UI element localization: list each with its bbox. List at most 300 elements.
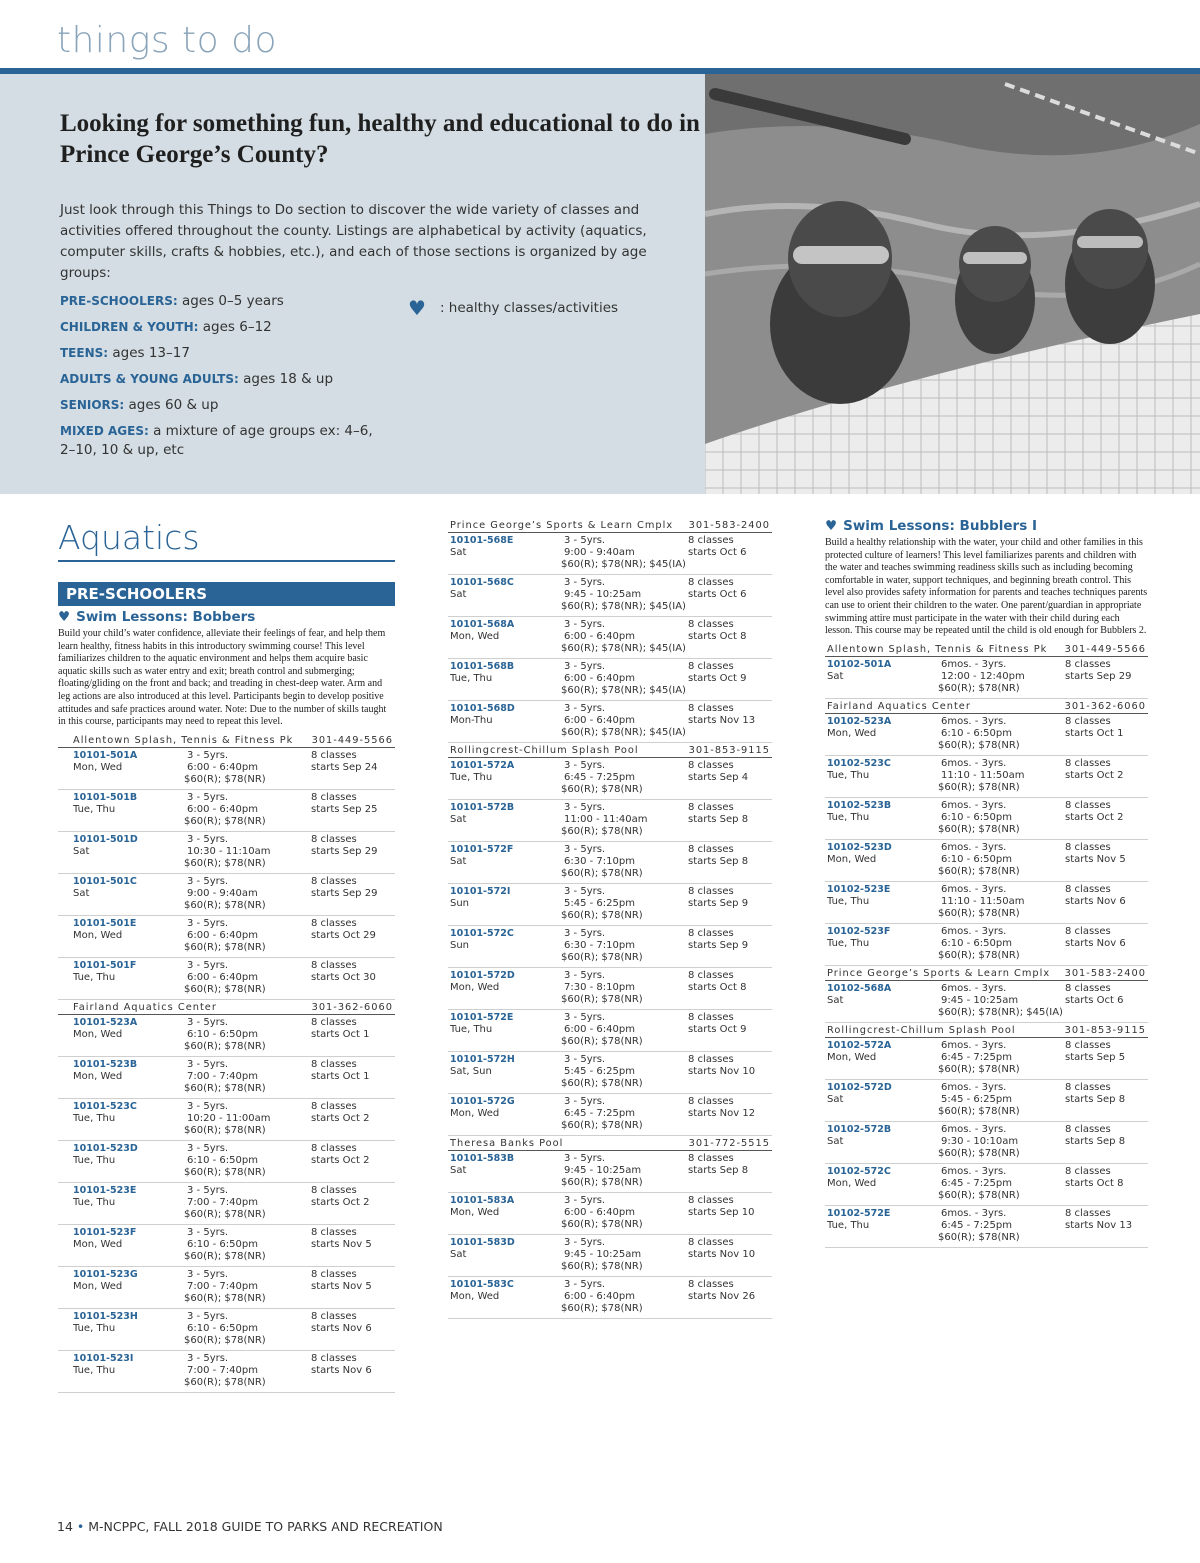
class-count: 8 classes (311, 791, 357, 803)
time: 9:00 - 9:40am (564, 547, 635, 558)
time: 6:45 - 7:25pm (941, 1051, 1012, 1063)
time: 9:45 - 10:25am (564, 1249, 642, 1260)
class-listing (448, 1193, 772, 1235)
course-code: 10102-523C (827, 757, 891, 769)
days: Mon, Wed (827, 1177, 877, 1189)
class-listing (825, 1080, 1148, 1122)
time: 11:00 - 11:40am (564, 814, 648, 825)
time: 6:00 - 6:40pm (564, 673, 635, 684)
course-code: 10102-523F (827, 925, 891, 937)
fee: $60(R); $78(NR) (938, 865, 1020, 877)
class-listing (825, 924, 1148, 966)
time: 6:10 - 6:50pm (187, 1238, 258, 1250)
age-range: 3 - 5yrs. (187, 959, 229, 971)
class-listing (825, 1206, 1148, 1248)
class-listing (448, 758, 772, 800)
class-count: 8 classes (688, 1012, 734, 1023)
class-count: 8 classes (311, 1142, 357, 1154)
course-code: 10101-523G (73, 1268, 138, 1280)
age-range: 3 - 5yrs. (187, 833, 229, 845)
class-listing (58, 1141, 395, 1183)
class-listing (825, 714, 1148, 756)
photo-illustration (705, 74, 1200, 494)
time: 6:00 - 6:40pm (564, 715, 635, 726)
age-group-list (60, 292, 390, 467)
class-count: 8 classes (1065, 1081, 1111, 1093)
class-count: 8 classes (688, 703, 734, 714)
class-count: 8 classes (1065, 658, 1111, 670)
start-date: starts Sep 9 (688, 898, 749, 909)
time: 5:45 - 6:25pm (564, 898, 635, 909)
time: 7:00 - 7:40pm (187, 1280, 258, 1292)
fee: $60(R); $78(NR) (184, 1040, 266, 1052)
time: 12:00 - 12:40pm (941, 670, 1025, 682)
start-date: starts Nov 10 (688, 1066, 756, 1077)
days: Mon, Wed (73, 1238, 123, 1250)
age-range: 3 - 5yrs. (187, 1142, 229, 1154)
class-listing (58, 1267, 395, 1309)
fee: $60(R); $78(NR) (184, 1124, 266, 1136)
location-header (448, 518, 772, 533)
class-listing (58, 1015, 395, 1057)
age-range: 3 - 5yrs. (564, 886, 606, 897)
class-count: 8 classes (688, 1096, 734, 1107)
fee: $60(R); $78(NR) (184, 1250, 266, 1262)
class-listing (448, 533, 772, 575)
age-range: 3 - 5yrs. (187, 1016, 229, 1028)
time: 6:10 - 6:50pm (941, 811, 1012, 823)
class-count: 8 classes (311, 833, 357, 845)
course-code: 10102-572A (827, 1039, 892, 1051)
time: 6:30 - 7:10pm (564, 940, 635, 951)
start-date: starts Nov 13 (1065, 1219, 1133, 1231)
heart-icon: ♥ (58, 609, 71, 625)
time: 6:10 - 6:50pm (187, 1028, 258, 1040)
age-range: 3 - 5yrs. (564, 619, 606, 630)
fee: $60(R); $78(NR) (184, 983, 266, 995)
time: 10:20 - 11:00am (187, 1112, 271, 1124)
age-range: 3 - 5yrs. (564, 1195, 606, 1206)
course-code: 10101-572H (450, 1054, 515, 1065)
age-range: 3 - 5yrs. (187, 1310, 229, 1322)
days: Sat, Sun (450, 1066, 492, 1077)
heart-icon: ♥ (408, 296, 426, 320)
section-tag: things to do (57, 20, 278, 61)
time: 6:00 - 6:40pm (564, 1291, 635, 1302)
course-code: 10102-572C (827, 1165, 891, 1177)
fee: $60(R); $78(NR) (561, 910, 643, 921)
age-group-item: TEENS: ages 13–17 (60, 345, 190, 361)
age-range: 3 - 5yrs. (564, 535, 606, 546)
class-listing (448, 1010, 772, 1052)
age-range: 3 - 5yrs. (187, 1226, 229, 1238)
schedule-table (58, 733, 395, 1393)
class-listing (448, 968, 772, 1010)
fee: $60(R); $78(NR) (561, 1219, 643, 1230)
time: 6:10 - 6:50pm (941, 727, 1012, 739)
class-listing (58, 1099, 395, 1141)
class-listing (448, 659, 772, 701)
days: Sat (450, 1249, 467, 1260)
class-count: 8 classes (311, 1058, 357, 1070)
course-code: 10101-523A (73, 1016, 138, 1028)
class-count: 8 classes (1065, 925, 1111, 937)
fee: $60(R); $78(NR) (561, 1261, 643, 1272)
time: 6:45 - 7:25pm (564, 1108, 635, 1119)
days: Tue, Thu (73, 1364, 116, 1376)
course-code: 10102-523A (827, 715, 892, 727)
course-code: 10102-523E (827, 883, 891, 895)
class-listing (58, 748, 395, 790)
footer-bullet: • (76, 1519, 85, 1534)
class-listing (58, 874, 395, 916)
age-range: 3 - 5yrs. (564, 661, 606, 672)
days: Sun (450, 940, 470, 951)
course-code: 10101-583C (450, 1279, 514, 1290)
age-group-item: CHILDREN & YOUTH: ages 6–12 (60, 319, 272, 335)
fee: $60(R); $78(NR) (938, 1105, 1020, 1117)
fee: $60(R); $78(NR) (938, 1231, 1020, 1243)
days: Mon, Wed (73, 1028, 123, 1040)
page-footer (57, 1519, 443, 1534)
fee: $60(R); $78(NR) (184, 815, 266, 827)
intro-panel (0, 74, 1200, 494)
time: 6:00 - 6:40pm (187, 971, 258, 983)
start-date: starts Oct 2 (1065, 811, 1124, 823)
fee: $60(R); $78(NR) (938, 1189, 1020, 1201)
time: 7:00 - 7:40pm (187, 1070, 258, 1082)
time: 7:30 - 8:10pm (564, 982, 635, 993)
class-listing (825, 840, 1148, 882)
class-count: 8 classes (1065, 715, 1111, 727)
days: Tue, Thu (827, 769, 870, 781)
course-code: 10101-572A (450, 760, 515, 771)
class-count: 8 classes (1065, 799, 1111, 811)
course-code: 10101-501C (73, 875, 137, 887)
days: Mon, Wed (450, 1108, 500, 1119)
age-range: 6mos. - 3yrs. (941, 799, 1007, 811)
course-code: 10101-568C (450, 577, 514, 588)
course-code: 10102-572E (827, 1207, 891, 1219)
location-phone: 301-449-5566 (311, 734, 393, 746)
age-group-heading: PRE-SCHOOLERS (58, 582, 395, 606)
class-count: 8 classes (311, 1184, 357, 1196)
start-date: starts Nov 10 (688, 1249, 756, 1260)
class-count: 8 classes (311, 1226, 357, 1238)
location-name: Fairland Aquatics Center (827, 700, 971, 712)
location-name: Allentown Splash, Tennis & Fitness Pk (827, 643, 1048, 655)
age-range: 3 - 5yrs. (187, 1100, 229, 1112)
course-code: 10101-523B (73, 1058, 138, 1070)
class-listing (825, 798, 1148, 840)
class-count: 8 classes (688, 1195, 734, 1206)
start-date: starts Oct 6 (688, 547, 747, 558)
class-listing (448, 1235, 772, 1277)
fee: $60(R); $78(NR) (938, 823, 1020, 835)
time: 9:30 - 10:10am (941, 1135, 1019, 1147)
days: Sat (827, 994, 844, 1006)
days: Mon, Wed (73, 1280, 123, 1292)
fee: $60(R); $78(NR); $45(IA) (561, 685, 686, 696)
days: Tue, Thu (73, 971, 116, 983)
location-header (825, 1023, 1148, 1038)
age-group-item: SENIORS: ages 60 & up (60, 397, 219, 413)
start-date: starts Sep 10 (688, 1207, 755, 1218)
course-title: ♥ Swim Lessons: Bobbers (58, 609, 256, 625)
class-listing (58, 1351, 395, 1393)
course-code: 10101-523E (73, 1184, 137, 1196)
age-range: 6mos. - 3yrs. (941, 1081, 1007, 1093)
age-range: 3 - 5yrs. (564, 1153, 606, 1164)
course-code: 10102-572B (827, 1123, 892, 1135)
class-count: 8 classes (1065, 757, 1111, 769)
age-range: 3 - 5yrs. (564, 970, 606, 981)
days: Mon-Thu (450, 715, 493, 726)
time: 10:30 - 11:10am (187, 845, 271, 857)
start-date: starts Sep 25 (311, 803, 378, 815)
start-date: starts Oct 9 (688, 673, 747, 684)
class-count: 8 classes (1065, 883, 1111, 895)
start-date: starts Oct 2 (311, 1196, 370, 1208)
course-code: 10101-501A (73, 749, 138, 761)
fee: $60(R); $78(NR) (938, 781, 1020, 793)
fee: $60(R); $78(NR); $45(IA) (561, 601, 686, 612)
start-date: starts Oct 1 (1065, 727, 1124, 739)
start-date: starts Oct 8 (688, 631, 747, 642)
course-code: 10101-568E (450, 535, 514, 546)
start-date: starts Nov 26 (688, 1291, 756, 1302)
class-count: 8 classes (1065, 1039, 1111, 1051)
age-group-item: ADULTS & YOUNG ADULTS: ages 18 & up (60, 371, 334, 387)
fee: $60(R); $78(NR) (561, 1120, 643, 1131)
time: 6:00 - 6:40pm (564, 1024, 635, 1035)
course-code: 10102-572D (827, 1081, 892, 1093)
class-count: 8 classes (1065, 1123, 1111, 1135)
class-count: 8 classes (688, 802, 734, 813)
age-range: 6mos. - 3yrs. (941, 658, 1007, 670)
course-code: 10101-572G (450, 1096, 515, 1107)
time: 5:45 - 6:25pm (941, 1093, 1012, 1105)
class-count: 8 classes (311, 1016, 357, 1028)
time: 9:45 - 10:25am (941, 994, 1019, 1006)
start-date: starts Oct 9 (688, 1024, 747, 1035)
location-phone: 301-362-6060 (1064, 700, 1146, 712)
fee: $60(R); $78(NR) (561, 1303, 643, 1314)
start-date: starts Oct 6 (1065, 994, 1124, 1006)
class-count: 8 classes (688, 928, 734, 939)
location-phone: 301-583-2400 (688, 520, 770, 531)
fee: $60(R); $78(NR) (938, 1147, 1020, 1159)
course-code: 10101-501F (73, 959, 137, 971)
time: 6:10 - 6:50pm (187, 1322, 258, 1334)
time: 6:00 - 6:40pm (187, 929, 258, 941)
days: Tue, Thu (450, 673, 493, 684)
course-code: 10101-572E (450, 1012, 514, 1023)
fee: $60(R); $78(NR) (184, 899, 266, 911)
age-range: 6mos. - 3yrs. (941, 883, 1007, 895)
age-range: 3 - 5yrs. (564, 1237, 606, 1248)
start-date: starts Oct 2 (311, 1154, 370, 1166)
time: 6:00 - 6:40pm (564, 631, 635, 642)
start-date: starts Oct 2 (311, 1112, 370, 1124)
intro-title: Looking for something fun, healthy and educational to do in Prince George’s County? (60, 110, 700, 168)
days: Tue, Thu (73, 1196, 116, 1208)
class-count: 8 classes (688, 577, 734, 588)
location-phone: 301-772-5515 (688, 1138, 770, 1149)
course-code: 10101-572F (450, 844, 514, 855)
class-listing (448, 1151, 772, 1193)
start-date: starts Sep 8 (1065, 1093, 1126, 1105)
time: 9:45 - 10:25am (564, 1165, 642, 1176)
start-date: starts Sep 29 (311, 845, 378, 857)
class-count: 8 classes (688, 970, 734, 981)
fee: $60(R); $78(NR) (184, 1166, 266, 1178)
location-name: Fairland Aquatics Center (73, 1001, 217, 1013)
class-count: 8 classes (311, 917, 357, 929)
swimming-children-photo (705, 74, 1200, 494)
class-listing (448, 575, 772, 617)
location-phone: 301-449-5566 (1064, 643, 1146, 655)
fee: $60(R); $78(NR) (184, 773, 266, 785)
fee: $60(R); $78(NR) (561, 826, 643, 837)
time: 7:00 - 7:40pm (187, 1364, 258, 1376)
time: 11:10 - 11:50am (941, 895, 1025, 907)
start-date: starts Oct 8 (688, 982, 747, 993)
start-date: starts Nov 5 (1065, 853, 1126, 865)
fee: $60(R); $78(NR) (938, 907, 1020, 919)
age-range: 6mos. - 3yrs. (941, 715, 1007, 727)
location-header (58, 733, 395, 748)
age-range: 3 - 5yrs. (564, 760, 606, 771)
age-range: 6mos. - 3yrs. (941, 982, 1007, 994)
time: 9:00 - 9:40am (187, 887, 258, 899)
class-listing (448, 1277, 772, 1319)
class-count: 8 classes (688, 661, 734, 672)
age-group-item: PRE-SCHOOLERS: ages 0–5 years (60, 293, 284, 309)
start-date: starts Nov 6 (1065, 937, 1126, 949)
time: 6:45 - 7:25pm (941, 1219, 1012, 1231)
class-count: 8 classes (1065, 982, 1111, 994)
listing-column-2 (448, 518, 772, 1319)
days: Sat (450, 1165, 467, 1176)
start-date: starts Oct 29 (311, 929, 376, 941)
location-name: Theresa Banks Pool (450, 1138, 564, 1149)
course-code: 10101-523D (73, 1142, 138, 1154)
schedule-table (448, 518, 772, 1319)
class-listing (58, 1225, 395, 1267)
age-range: 3 - 5yrs. (187, 1058, 229, 1070)
class-listing (825, 756, 1148, 798)
days: Sat (73, 887, 90, 899)
fee: $60(R); $78(NR) (561, 868, 643, 879)
days: Tue, Thu (827, 1219, 870, 1231)
class-count: 8 classes (311, 749, 357, 761)
time: 6:00 - 6:40pm (187, 803, 258, 815)
time: 6:10 - 6:50pm (941, 853, 1012, 865)
age-range: 3 - 5yrs. (187, 917, 229, 929)
fee: $60(R); $78(NR); $45(IA) (561, 643, 686, 654)
location-header (448, 1136, 772, 1151)
class-listing (58, 1183, 395, 1225)
class-listing (58, 916, 395, 958)
course-code: 10102-523B (827, 799, 892, 811)
days: Tue, Thu (450, 1024, 493, 1035)
age-range: 6mos. - 3yrs. (941, 925, 1007, 937)
age-range: 3 - 5yrs. (564, 802, 606, 813)
days: Sun (450, 898, 470, 909)
age-range: 3 - 5yrs. (187, 749, 229, 761)
schedule-table (825, 642, 1148, 1248)
course-code: 10101-568B (450, 661, 515, 672)
age-range: 3 - 5yrs. (187, 875, 229, 887)
age-range: 3 - 5yrs. (564, 1096, 606, 1107)
fee: $60(R); $78(NR); $45(IA) (561, 727, 686, 738)
fee: $60(R); $78(NR) (938, 1063, 1020, 1075)
time: 6:30 - 7:10pm (564, 856, 635, 867)
heart-icon: ♥ (825, 518, 838, 534)
course-code: 10101-568A (450, 619, 515, 630)
days: Tue, Thu (73, 1322, 116, 1334)
location-phone: 301-853-9115 (1064, 1024, 1146, 1036)
healthy-legend (408, 296, 618, 320)
days: Sat (827, 1135, 844, 1147)
days: Mon, Wed (450, 1207, 500, 1218)
course-description: Build your child’s water confidence, alleviate their feelings of fear, and help them learn healthy, fitness habits in this introductory swimming course! This level familiarizes children to the aquatic environment and helps them acquire basic aquatic skills such as water entry and exit; breath control and submerging; floating/gliding on the front and back; and treading in chest-deep water. Arm and leg actions are also introduced at this level. Participants begin to develop positive attitudes and safe practices around water. Note: Due to the number of skills taught in this course, participants may need to repeat this level. (58, 628, 387, 728)
fee: $60(R); $78(NR) (938, 739, 1020, 751)
class-count: 8 classes (311, 1310, 357, 1322)
course-code: 10102-568A (827, 982, 892, 994)
course-code: 10101-568D (450, 703, 515, 714)
class-listing (825, 1122, 1148, 1164)
age-range: 3 - 5yrs. (187, 1184, 229, 1196)
course-code: 10101-572D (450, 970, 515, 981)
class-listing (448, 884, 772, 926)
days: Sat (73, 845, 90, 857)
course-code: 10102-501A (827, 658, 892, 670)
days: Sat (450, 814, 467, 825)
time: 6:10 - 6:50pm (187, 1154, 258, 1166)
fee: $60(R); $78(NR) (184, 1334, 266, 1346)
start-date: starts Oct 6 (688, 589, 747, 600)
fee: $60(R); $78(NR) (561, 952, 643, 963)
age-range: 6mos. - 3yrs. (941, 1039, 1007, 1051)
start-date: starts Oct 30 (311, 971, 376, 983)
start-date: starts Sep 8 (1065, 1135, 1126, 1147)
age-range: 3 - 5yrs. (187, 1352, 229, 1364)
days: Tue, Thu (827, 811, 870, 823)
start-date: starts Sep 24 (311, 761, 378, 773)
time: 6:00 - 6:40pm (564, 1207, 635, 1218)
location-header (448, 743, 772, 758)
class-count: 8 classes (688, 760, 734, 771)
course-code: 10101-501B (73, 791, 138, 803)
age-range: 6mos. - 3yrs. (941, 841, 1007, 853)
course-description: Build a healthy relationship with the water, your child and other families in this protected culture of learners! This level familiarizes parents and children with the water and teaches swimming readiness skills such as including becoming comfortable in water, support techniques, and beginning breath control. This level also provides safety information for parents and teaches techniques parents can use to orient their children to the water. One parent/guardian in appropriate swimming attire must participate in the water with their child during each lesson. This course may be repeated until the child is old enough for Bubblers 2. (825, 537, 1148, 637)
age-range: 6mos. - 3yrs. (941, 1123, 1007, 1135)
course-code: 10101-523I (73, 1352, 134, 1364)
age-range: 6mos. - 3yrs. (941, 1207, 1007, 1219)
class-count: 8 classes (1065, 841, 1111, 853)
start-date: starts Oct 1 (311, 1070, 370, 1082)
age-range: 3 - 5yrs. (564, 1012, 606, 1023)
days: Tue, Thu (73, 1154, 116, 1166)
listing-column-3 (825, 518, 1148, 1248)
class-listing (448, 617, 772, 659)
days: Tue, Thu (827, 895, 870, 907)
course-title: ♥ Swim Lessons: Bubblers I (825, 518, 1037, 534)
class-count: 8 classes (688, 844, 734, 855)
location-phone: 301-583-2400 (1064, 967, 1146, 979)
